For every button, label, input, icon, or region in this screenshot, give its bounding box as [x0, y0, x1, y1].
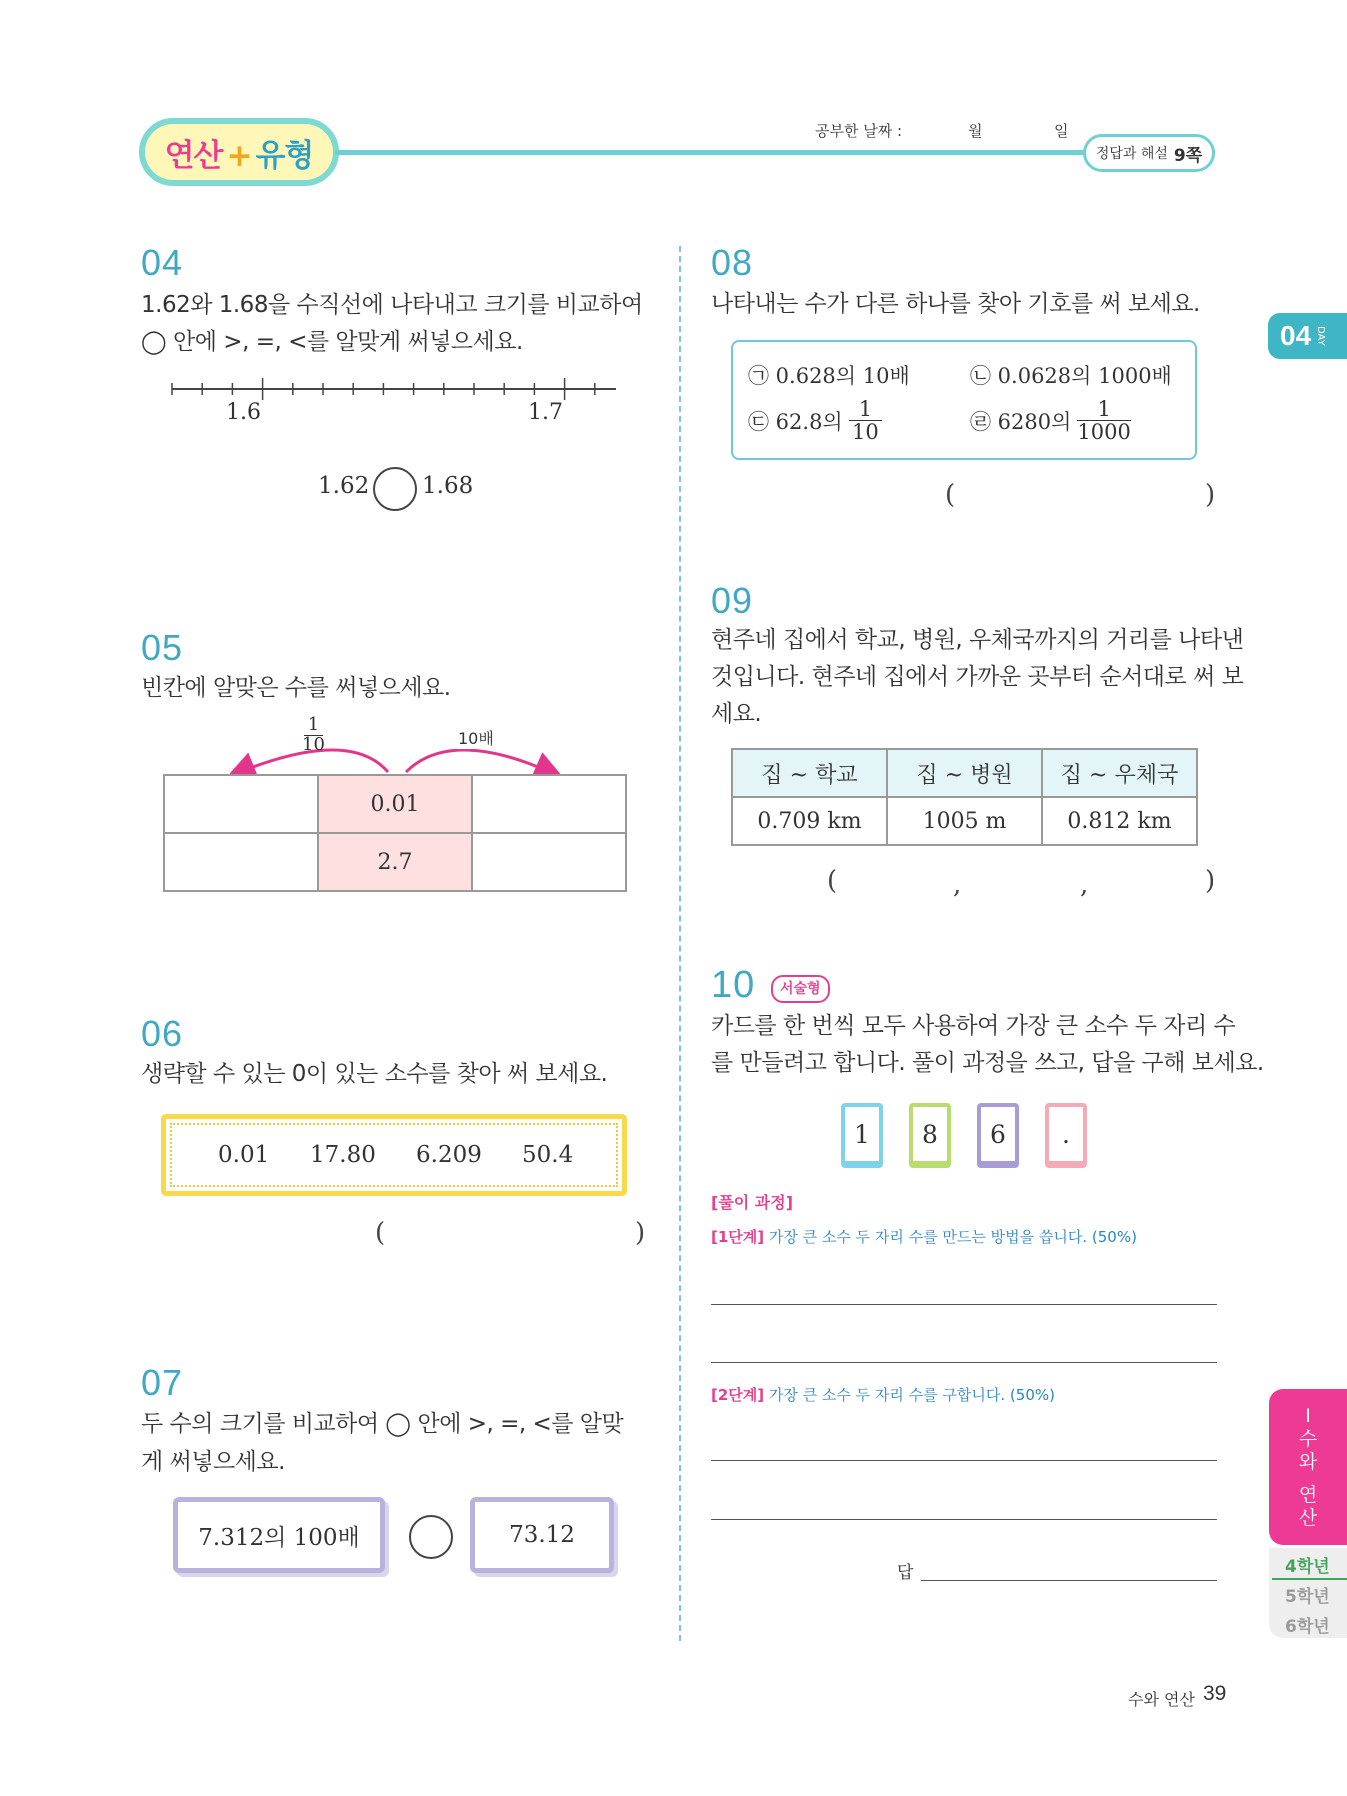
day-label: DAY — [1315, 326, 1327, 346]
unit-tab — [1269, 1389, 1347, 1545]
q08-paren-open: ( — [945, 480, 956, 510]
q10-answer-label: 답 — [897, 1563, 914, 1583]
q09-paren-close: ) — [1205, 866, 1216, 896]
q10-card — [841, 1103, 883, 1165]
q10-card-label: . — [1062, 1119, 1070, 1149]
q06-number: 06 — [141, 1013, 184, 1054]
q10-card-label: 8 — [922, 1119, 938, 1149]
q05-cell-r1-left[interactable] — [163, 774, 319, 834]
q10-step1-line[interactable] — [711, 1362, 1217, 1363]
grade-4: 4학년 — [1285, 1557, 1330, 1577]
grade-underline — [1272, 1578, 1347, 1580]
q05-cell-r2-left[interactable] — [163, 832, 319, 892]
q10-card — [909, 1103, 951, 1165]
q05-frac-num: 1 — [304, 716, 323, 736]
q06-paren-open: ( — [375, 1218, 386, 1248]
page-number: 39 — [1203, 1682, 1227, 1705]
q10-text-line1: 카드를 한 번씩 모두 사용하여 가장 큰 소수 두 자리 수 — [711, 1013, 1236, 1039]
q05-cell-r2-center: 2.7 — [317, 832, 473, 892]
q05-arrow-left-fraction — [302, 716, 325, 755]
q08-text: 나타내는 수가 다른 하나를 찾아 기호를 써 보세요. — [711, 291, 1200, 317]
q04-compare-right: 1.68 — [422, 473, 474, 499]
q06-answer-blank[interactable] — [395, 1218, 625, 1250]
q06-paren-close: ) — [635, 1218, 646, 1248]
q09-value: 1005 m — [886, 796, 1043, 846]
q08-paren-close: ) — [1205, 480, 1216, 510]
q08-option-3-label: ㉢ 62.8의 — [748, 409, 843, 434]
q07-left-box: 7.312의 100배 — [173, 1497, 385, 1573]
brand-plus: + — [226, 137, 252, 174]
unit-char: 연 — [1298, 1483, 1318, 1506]
q04-tick-right-label: 1.7 — [528, 400, 563, 425]
brand-part2: 유형 — [255, 137, 314, 174]
q05-frac-den: 10 — [302, 733, 325, 755]
q10-step1-line[interactable] — [711, 1304, 1217, 1305]
column-divider — [679, 246, 681, 1641]
q09-text-line1: 현주네 집에서 학교, 병원, 우체국까지의 거리를 나타낸 — [711, 627, 1244, 653]
q10-step2-line[interactable] — [711, 1460, 1217, 1461]
day-number: 04 — [1280, 320, 1312, 351]
unit-char: 수 — [1298, 1427, 1318, 1450]
q10-step2-text: 가장 큰 소수 두 자리 수를 구합니다. (50%) — [768, 1386, 1055, 1404]
q04-tick-left-label: 1.6 — [226, 400, 261, 425]
q09-header: 집 ~ 병원 — [886, 748, 1043, 798]
grade-5: 5학년 — [1285, 1587, 1330, 1607]
q10-step2 — [711, 1384, 1055, 1405]
day-label: 일 — [1054, 122, 1069, 140]
q09-value: 0.812 km — [1041, 796, 1198, 846]
grade-6: 6학년 — [1285, 1617, 1330, 1637]
answer-ref-page: 9쪽 — [1173, 145, 1203, 166]
q10-badge: 서술형 — [771, 975, 830, 1003]
q05-cell-r1-right[interactable] — [471, 774, 627, 834]
day-tab — [1268, 313, 1347, 359]
q09-header: 집 ~ 우체국 — [1041, 748, 1198, 798]
q06-value: 0.01 — [218, 1142, 270, 1168]
q05-text: 빈칸에 알맞은 수를 써넣으세요. — [141, 675, 451, 701]
brand-part1: 연산 — [164, 137, 223, 174]
q08-answer-blank[interactable] — [965, 480, 1195, 512]
q05-number: 05 — [141, 627, 184, 668]
q08-option-4-label: ㉣ 6280의 — [970, 409, 1072, 434]
q10-card — [977, 1103, 1019, 1165]
q10-step1-tag: [1단계] — [711, 1228, 765, 1246]
q10-card — [1045, 1103, 1087, 1165]
q08-option-4-num: 1 — [1077, 398, 1130, 421]
q04-compare-left: 1.62 — [318, 473, 370, 499]
q07-number: 07 — [141, 1362, 184, 1403]
q04-text-line1: 1.62와 1.68을 수직선에 나타내고 크기를 비교하여 — [141, 292, 643, 318]
q10-step1 — [711, 1226, 1137, 1247]
q08-number: 08 — [711, 242, 754, 283]
q09-number: 09 — [711, 580, 754, 621]
q08-option-3[interactable] — [748, 398, 882, 443]
q05-cell-r2-right[interactable] — [471, 832, 627, 892]
unit-char: 와 — [1298, 1450, 1318, 1473]
q07-text-line1: 두 수의 크기를 비교하여 ◯ 안에 >, =, <를 알맞 — [141, 1411, 624, 1437]
q09-answer-blank[interactable] — [845, 866, 1200, 898]
q08-option-4[interactable] — [970, 398, 1131, 443]
q09-comma: , — [953, 870, 962, 900]
q10-answer-line[interactable] — [921, 1580, 1217, 1581]
q08-option-3-den: 10 — [852, 420, 879, 445]
q06-value: 50.4 — [522, 1142, 574, 1168]
q09-text-line2: 것입니다. 현주네 집에서 가까운 곳부터 순서대로 써 보 — [711, 664, 1244, 690]
q10-number: 10 — [711, 964, 756, 1006]
q04-number: 04 — [141, 242, 184, 283]
q08-option-4-den: 1000 — [1077, 420, 1131, 445]
q06-value: 17.80 — [310, 1142, 376, 1168]
q04-compare-circle[interactable] — [373, 467, 417, 511]
q10-text-line2: 를 만들려고 합니다. 풀이 과정을 쓰고, 답을 구해 보세요. — [711, 1050, 1264, 1076]
q09-paren-open: ( — [827, 866, 838, 896]
unit-char: I — [1305, 1404, 1311, 1427]
q09-value: 0.709 km — [731, 796, 888, 846]
q05-arrow-right-label: 10배 — [456, 726, 496, 749]
q09-header: 집 ~ 학교 — [731, 748, 888, 798]
q08-option-1[interactable]: ㉠ 0.628의 10배 — [748, 364, 910, 388]
q10-solution-label: [풀이 과정] — [711, 1193, 794, 1212]
q07-right-box: 73.12 — [470, 1497, 614, 1573]
study-date-label: 공부한 날짜 : — [815, 122, 903, 140]
q05-arrows — [230, 728, 560, 776]
section-brand-badge — [139, 118, 339, 186]
q09-comma: , — [1080, 870, 1089, 900]
answer-ref-label: 정답과 해설 — [1095, 146, 1168, 162]
month-label: 월 — [968, 122, 983, 140]
q09-text-line3: 세요. — [711, 701, 762, 727]
q04-text-line2: ◯ 안에 >, =, <를 알맞게 써넣으세요. — [141, 329, 523, 355]
q10-step1-text: 가장 큰 소수 두 자리 수를 만드는 방법을 씁니다. (50%) — [768, 1228, 1137, 1246]
unit-char: 산 — [1298, 1506, 1318, 1529]
q10-card-label: 1 — [854, 1119, 870, 1149]
q06-text: 생략할 수 있는 0이 있는 소수를 찾아 써 보세요. — [141, 1061, 608, 1087]
q10-step2-tag: [2단계] — [711, 1386, 765, 1404]
footer-section: 수와 연산 — [1128, 1690, 1195, 1709]
q08-option-2[interactable]: ㉡ 0.0628의 1000배 — [970, 364, 1172, 388]
q08-option-3-num: 1 — [849, 398, 882, 421]
q10-step2-line[interactable] — [711, 1519, 1217, 1520]
q05-cell-r1-center: 0.01 — [317, 774, 473, 834]
q10-card-label: 6 — [990, 1119, 1006, 1149]
q07-compare-circle[interactable] — [409, 1515, 453, 1559]
q06-value: 6.209 — [416, 1142, 482, 1168]
answer-reference-pill — [1083, 134, 1215, 172]
q07-text-line2: 게 써넣으세요. — [141, 1449, 285, 1475]
